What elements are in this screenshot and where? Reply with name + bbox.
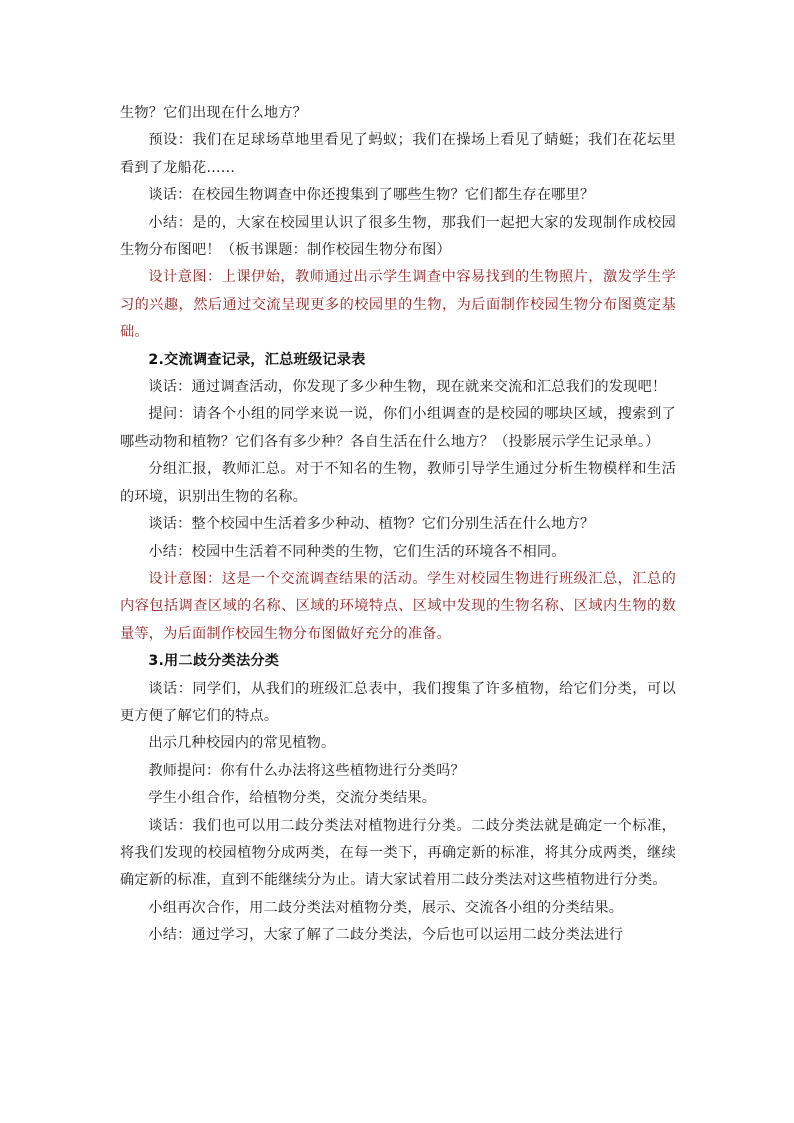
paragraph-show-plants: 出示几种校园内的常见植物。 [148, 735, 336, 752]
paragraph-continuation: 生物？它们出现在什么地方？ [120, 105, 308, 121]
paragraph-summary: 小结：校园中生活着不同种类的生物，它们生活的环境各不相同。 [148, 543, 566, 560]
paragraph-group-work: 学生小组合作，给植物分类，交流分类结果。 [148, 790, 437, 807]
paragraph-group-report: 分组汇报，教师汇总。对于不知名的生物，教师引导学生通过分析生物模样和生活的环境，识别出生物的名称。 [120, 461, 676, 505]
document-body [120, 100, 676, 950]
section-heading: 3.用二歧分类法分类 [148, 653, 280, 670]
paragraph-talk: 谈话：整个校园中生活着多少种动、植物？它们分别生活在什么地方？ [148, 516, 595, 533]
paragraph-talk: 谈话：通过调查活动，你发现了多少种生物，现在就来交流和汇总我们的发现吧！ [148, 379, 667, 396]
design-intent-note: 设计意图：上课伊始，教师通过出示学生调查中容易找到的生物照片，激发学生学习的兴趣，然后通过交流呈现更多的校园里的生物，为后面制作校园生物分布图奠定基础。 [120, 269, 676, 341]
paragraph-question: 提问：请各个小组的同学来说一说，你们小组调查的是校园的哪块区域，搜索到了哪些动物和植物？它们各有多少种？各自生活在什么地方？（投影展示学生记录单。） [120, 406, 676, 450]
paragraph-teacher-question: 教师提问：你有什么办法将这些植物进行分类吗？ [148, 762, 465, 779]
paragraph-talk: 谈话：在校园生物调查中你还搜集到了哪些生物？它们都生存在哪里？ [148, 187, 595, 204]
paragraph-talk: 谈话：我们也可以用二歧分类法对植物进行分类。二歧分类法就是确定一个标准，将我们发现的校园植物分成两类，在每一类下，再确定新的标准，将其分成两类，继续确定新的标准，直到不能继续分为止。请大家试着用二歧分类法对这些植物进行分类。 [120, 817, 676, 889]
section-heading: 2.交流调查记录，汇总班级记录表 [148, 351, 366, 368]
paragraph-preset: 预设：我们在足球场草地里看见了蚂蚁；我们在操场上看见了蜻蜓；我们在花坛里看到了龙船花…… [120, 132, 676, 176]
paragraph-summary: 小结：是的，大家在校园里认识了很多生物，那我们一起把大家的发现制作成校园生物分布图吧！（板书课题：制作校园生物分布图） [120, 214, 676, 259]
paragraph-talk: 谈话：同学们，从我们的班级汇总表中，我们搜集了许多植物，给它们分类，可以更方便了解它们的特点。 [120, 680, 676, 724]
paragraph-group-work: 小组再次合作，用二歧分类法对植物分类，展示、交流各小组的分类结果。 [148, 899, 624, 916]
paragraph-summary: 小结：通过学习，大家了解了二歧分类法，今后也可以运用二歧分类法进行 [148, 927, 624, 944]
design-intent-note: 设计意图：这是一个交流调查结果的活动。学生对校园生物进行班级汇总，汇总的内容包括调查区域的名称、区域的环境特点、区域中发现的生物名称、区域内生物的数量等，为后面制作校园生物分布图做好充分的准备。 [120, 570, 676, 642]
